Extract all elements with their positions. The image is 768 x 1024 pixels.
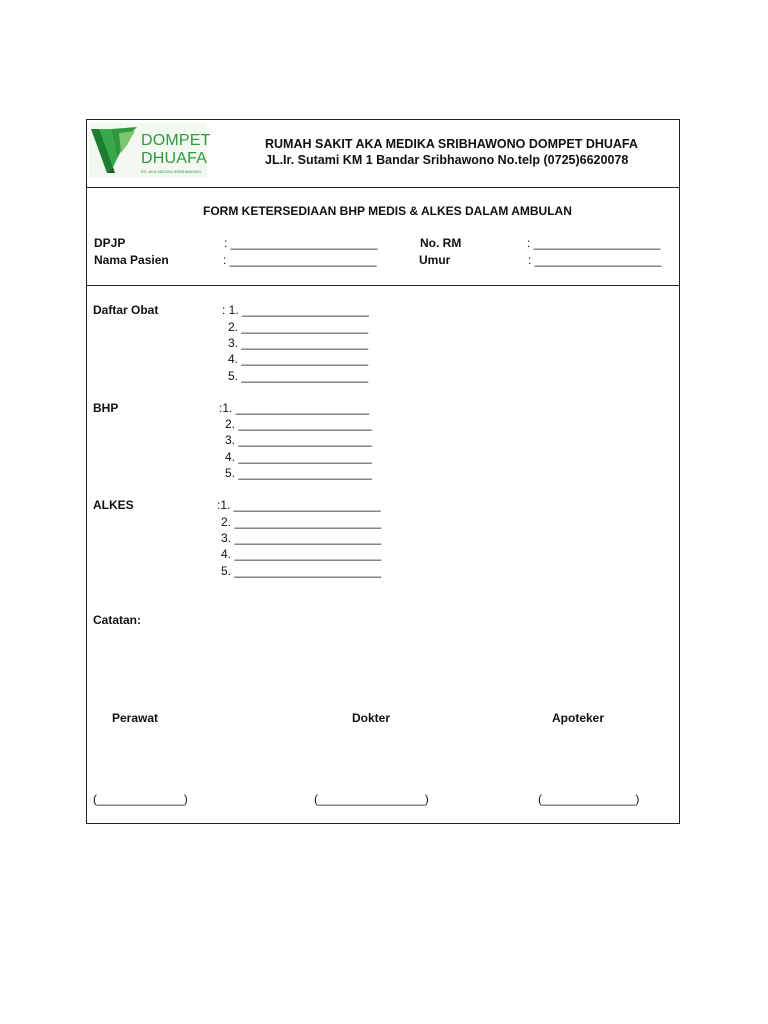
form-title: FORM KETERSEDIAAN BHP MEDIS & ALKES DALAM AMBULAN — [203, 204, 572, 218]
umur-field[interactable]: : ___________________ — [528, 253, 662, 267]
obat-item-2[interactable]: 2. ___________________ — [228, 320, 369, 334]
logo-emblem-icon — [89, 123, 141, 177]
perawat-signature-line[interactable]: (_____________) — [93, 792, 188, 806]
bhp-alkes-form — [86, 119, 680, 824]
obat-item-4[interactable]: 4. ___________________ — [228, 352, 369, 366]
alkes-item-5[interactable]: 5. ______________________ — [221, 564, 382, 578]
bhp-label: BHP — [93, 401, 119, 415]
alkes-label: ALKES — [93, 498, 134, 512]
form-header — [87, 120, 679, 188]
bhp-item-2[interactable]: 2. ____________________ — [225, 417, 372, 431]
apoteker-signature-line[interactable]: (______________) — [538, 792, 640, 806]
alkes-item-3[interactable]: 3. ______________________ — [221, 531, 382, 545]
obat-item-5[interactable]: 5. ___________________ — [228, 369, 369, 383]
logo-text-line1: DOMPET — [141, 132, 211, 149]
dpjp-label: DPJP — [94, 236, 126, 250]
dpjp-field[interactable]: : ______________________ — [224, 236, 378, 250]
umur-label: Umur — [419, 253, 451, 267]
apoteker-label: Apoteker — [552, 711, 605, 725]
obat-item-1[interactable]: : 1. ___________________ — [222, 303, 369, 317]
bhp-item-5[interactable]: 5. ____________________ — [225, 466, 372, 480]
nama-pasien-field[interactable]: : ______________________ — [223, 253, 377, 267]
no-rm-field[interactable]: : ___________________ — [527, 236, 661, 250]
obat-item-3[interactable]: 3. ___________________ — [228, 336, 369, 350]
alkes-item-4[interactable]: 4. ______________________ — [221, 547, 382, 561]
alkes-item-2[interactable]: 2. ______________________ — [221, 515, 382, 529]
bhp-item-4[interactable]: 4. ____________________ — [225, 450, 372, 464]
bhp-item-3[interactable]: 3. ____________________ — [225, 433, 372, 447]
logo-subtext: RS. AKA MEDIKA SRIBHAWONO — [141, 169, 202, 174]
catatan-label: Catatan: — [93, 613, 142, 627]
perawat-label: Perawat — [112, 711, 159, 725]
hospital-address: JL.Ir. Sutami KM 1 Bandar Sribhawono No.telp (0725)6620078 — [265, 153, 629, 167]
dokter-label: Dokter — [352, 711, 391, 725]
dokter-signature-line[interactable]: (________________) — [314, 792, 429, 806]
bhp-item-1[interactable]: :1. ____________________ — [219, 401, 370, 415]
form-body — [87, 286, 679, 823]
no-rm-label: No. RM — [420, 236, 462, 250]
hospital-name: RUMAH SAKIT AKA MEDIKA SRIBHAWONO DOMPET DHUAFA — [265, 137, 638, 151]
daftar-obat-label: Daftar Obat — [93, 303, 159, 317]
alkes-item-1[interactable]: :1. ______________________ — [217, 498, 381, 512]
form-info-section — [87, 188, 679, 286]
logo-text-line2: DHUAFA — [141, 150, 208, 167]
nama-pasien-label: Nama Pasien — [94, 253, 169, 267]
dompet-dhuafa-logo — [89, 123, 211, 177]
